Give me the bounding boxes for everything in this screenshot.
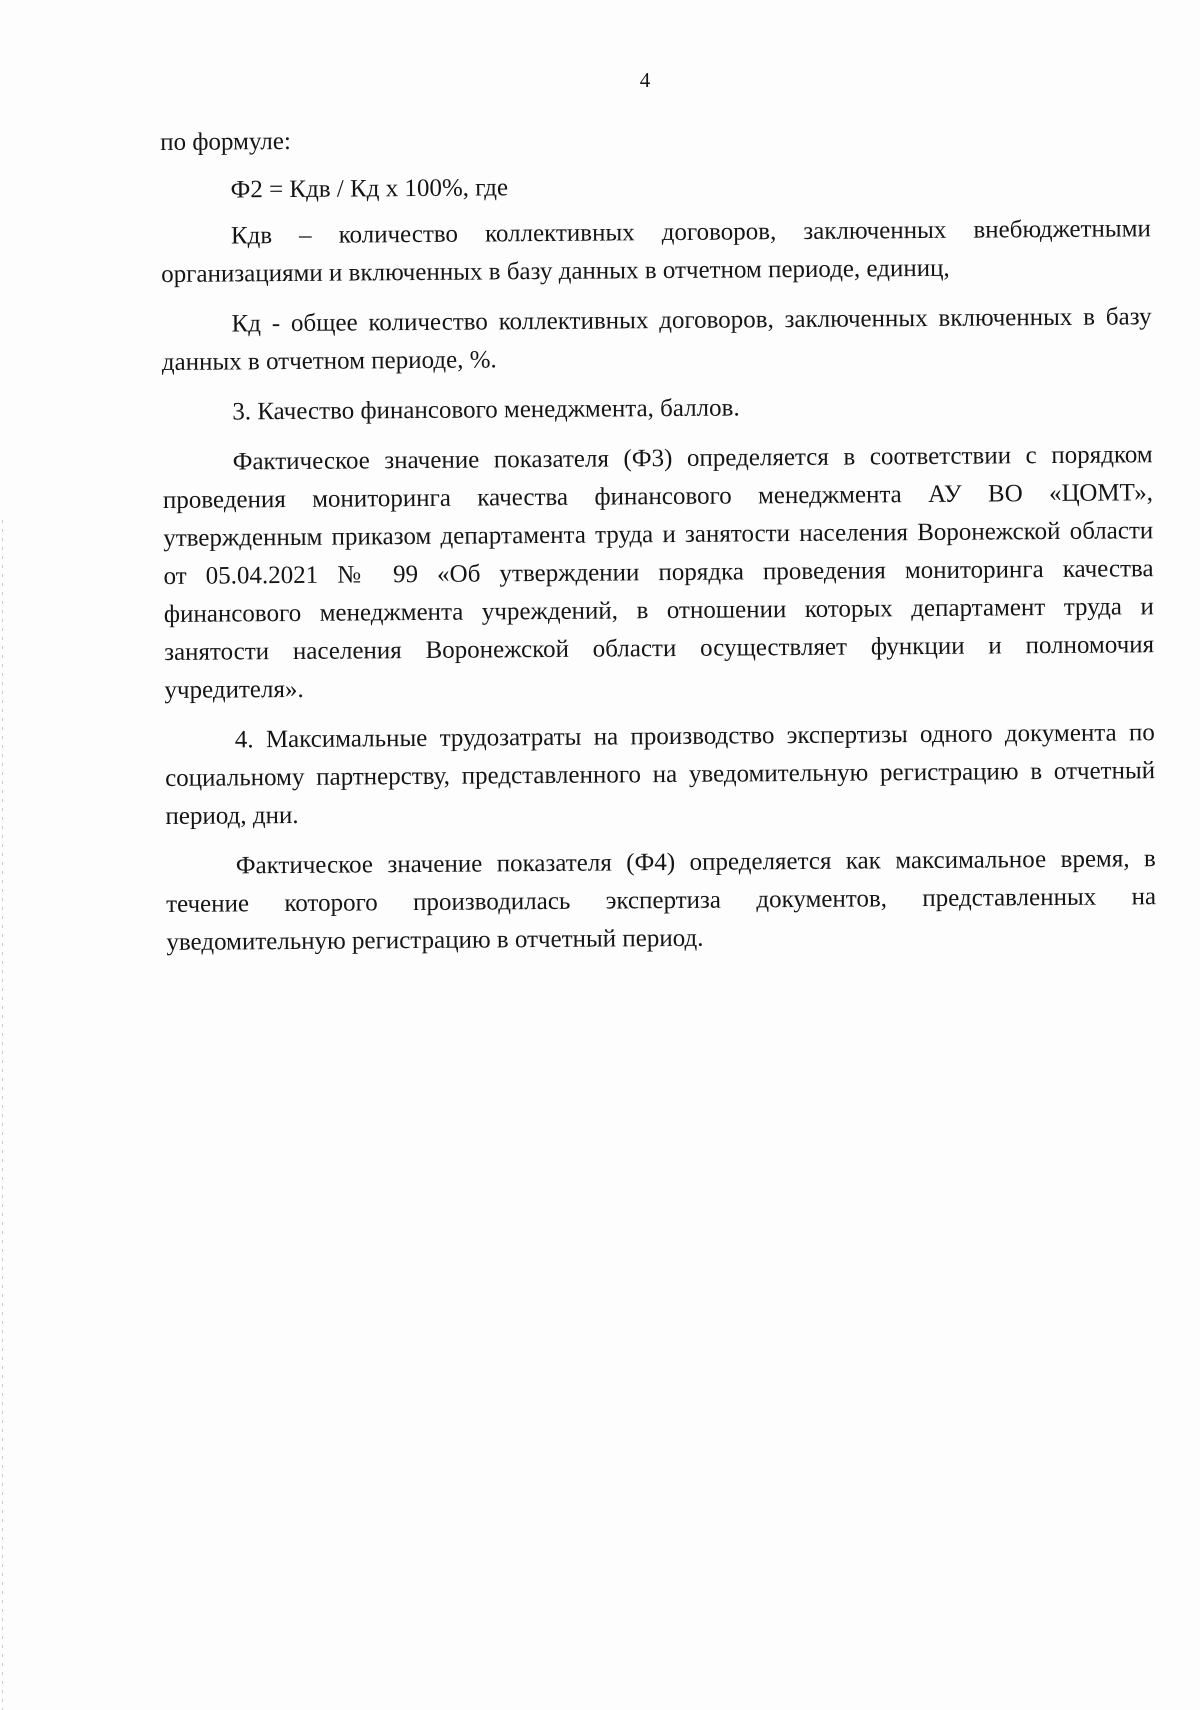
scan-edge-artifact bbox=[2, 520, 3, 1710]
page-number: 4 bbox=[639, 68, 651, 92]
paragraph-kdv-definition: Кдв – количество коллективных договоров, заключенных внебюджетными организациями и включенных в базу данных в отчетном периоде, единиц, bbox=[161, 215, 1151, 288]
paragraph-indicator-4-description: Фактическое значение показателя (Ф4) определяется как максимальное время, в течение которого производилась экспертиза документов, представленных на уведомительную регистрацию в отчетный период. bbox=[166, 845, 1157, 956]
paragraph-formula-f2: Ф2 = Кдв / Кд х 100%, где bbox=[230, 174, 509, 204]
paragraph-indicator-3-heading: 3. Качество финансового менеджмента, баллов. bbox=[232, 394, 740, 426]
paragraph-indicator-3-description: Фактическое значение показателя (Ф3) определяется в соответствии с порядком проведения мониторинга качества финансового менеджмента АУ ВО «ЦОМТ», утвержденным приказом департамента труда и занятости населения Воронежской области от 05.04.2021 № 99 «Об утверждении порядка проведения мониторинга качества финансового менеджмента учреждений, в отношении которых департамент труда и занятости населения Воронежской области осуществляет функции и полномочия учредителя». bbox=[162, 441, 1155, 704]
document-body bbox=[160, 116, 1157, 962]
paragraph-indicator-4-heading: 4. Максимальные трудозатраты на производство экспертизы одного документа по социальному партнерству, представленного на уведомительную регистрацию в отчетный период, дни. bbox=[165, 719, 1156, 830]
paragraph-formula-intro: по формуле: bbox=[160, 127, 291, 156]
paragraph-kd-definition: Кд - общее количество коллективных договоров, заключенных включенных в базу данных в отчетном периоде, %. bbox=[161, 303, 1152, 376]
